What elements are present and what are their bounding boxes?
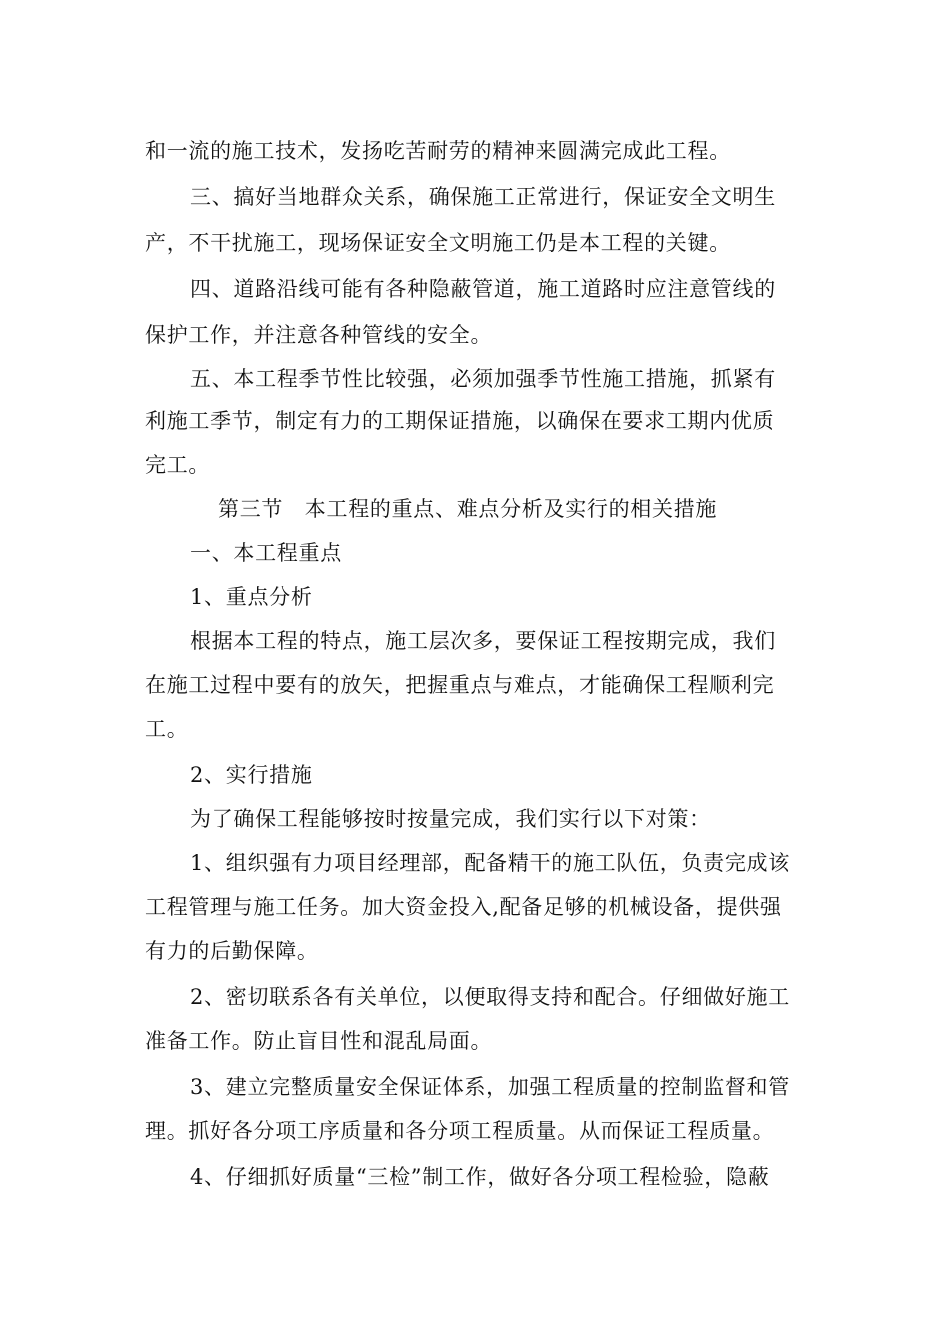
body-text-line: 准备工作。防止盲目性和混乱局面。 <box>145 1029 493 1053</box>
body-text-line: 保护工作，并注意各种管线的安全。 <box>145 323 493 347</box>
body-text-line: 有力的后勤保障。 <box>145 939 319 963</box>
body-text-line: 产，不干扰施工，现场保证安全文明施工仍是本工程的关键。 <box>145 231 731 255</box>
body-text-line: 利施工季节，制定有力的工期保证措施，以确保在要求工期内优质 <box>145 409 775 433</box>
body-text-line: 工程管理与施工任务。加大资金投入,配备足够的机械设备，提供强 <box>145 895 782 919</box>
paragraph-first-line: 3、建立完整质量安全保证体系，加强工程质量的控制监督和管 <box>190 1075 790 1099</box>
paragraph-first-line: 四、道路沿线可能有各种隐蔽管道，施工道路时应注意管线的 <box>190 277 776 301</box>
paragraph-first-line: 五、本工程季节性比较强，必须加强季节性施工措施，抓紧有 <box>190 367 776 391</box>
paragraph-first-line: 4、仔细抓好质量“三检”制工作，做好各分项工程检验，隐蔽 <box>190 1165 770 1189</box>
paragraph-first-line: 三、搞好当地群众关系，确保施工正常进行，保证安全文明生 <box>190 185 776 209</box>
item-heading: 1、重点分析 <box>190 585 313 609</box>
section-heading: 第三节 本工程的重点、难点分析及实行的相关措施 <box>218 497 718 521</box>
body-text-line: 在施工过程中要有的放矢，把握重点与难点，才能确保工程顺利完 <box>145 673 775 697</box>
body-text-line: 完工。 <box>145 453 211 477</box>
paragraph-first-line: 1、组织强有力项目经理部，配备精干的施工队伍，负责完成该 <box>190 851 790 875</box>
body-text-line: 工。 <box>145 717 189 741</box>
item-heading: 2、实行措施 <box>190 763 313 787</box>
subsection-heading: 一、本工程重点 <box>190 541 342 565</box>
body-text-line: 和一流的施工技术，发扬吃苦耐劳的精神来圆满完成此工程。 <box>145 139 731 163</box>
paragraph-first-line: 2、密切联系各有关单位，以便取得支持和配合。仔细做好施工 <box>190 985 790 1009</box>
body-text-line: 理。抓好各分项工序质量和各分项工程质量。从而保证工程质量。 <box>145 1119 775 1143</box>
paragraph-first-line: 为了确保工程能够按时按量完成，我们实行以下对策： <box>190 807 711 831</box>
paragraph-first-line: 根据本工程的特点，施工层次多，要保证工程按期完成，我们 <box>190 629 776 653</box>
